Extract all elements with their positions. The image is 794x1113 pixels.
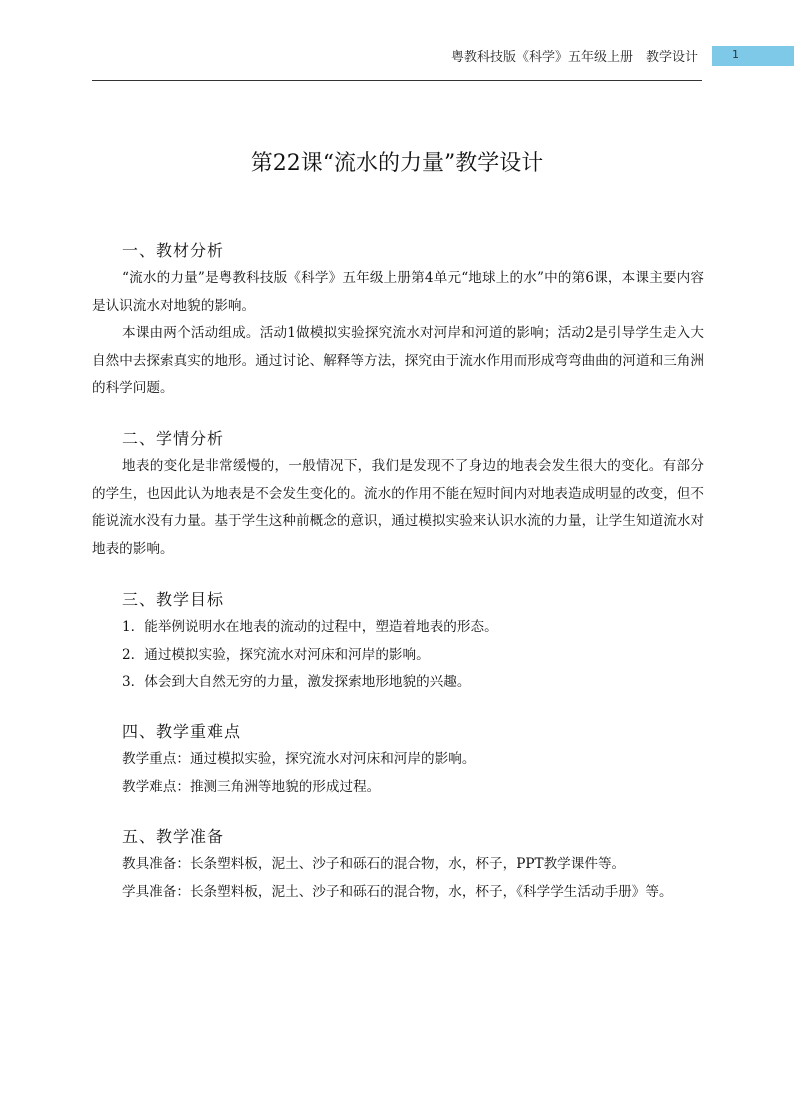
section-textbook-analysis [92,238,704,403]
section-key-difficult-points [92,719,704,801]
section-heading: 二、学情分析 [122,429,225,448]
paragraph: 学具准备：长条塑料板，泥土、沙子和砾石的混合物，水，杯子，《科学学生活动手册》等。 [122,883,673,900]
document-title: 第22课“流水的力量”教学设计 [250,151,544,176]
section-teaching-preparation [92,824,704,906]
header-divider [92,80,702,81]
section-teaching-goals [92,587,704,697]
page-number-badge [712,46,794,66]
list-item: 2．通过模拟实验，探究流水对河床和河岸的影响。 [122,646,430,663]
section-heading: 一、教材分析 [122,241,225,260]
list-item: 教学难点：推测三角洲等地貌的形成过程。 [122,778,381,795]
list-item: 1．能举例说明水在地表的流动的过程中，塑造着地表的形态。 [122,619,498,635]
paragraph: 地表的变化是非常缓慢的，一般情况下，我们是发现不了身边的地表会发生很大的变化。有部分的学生，也因此认为地表是不会发生变化的。流水的作用不能在短时间内对地表造成明显的改变，但不能说流水没有力量。基于学生这种前概念的意识，通过模拟实验来认识水流的力量，让学生知道流水对地表的影响。 [92,458,704,557]
list-item: 3．体会到大自然无穷的力量，激发探索地形地貌的兴趣。 [122,674,471,690]
paragraph: “流水的力量”是粤教科技版《科学》五年级上册第4单元“地球上的水”中的第6课，本课主要内容是认识流水对地貌的影响。 [92,270,704,314]
section-heading: 三、教学目标 [122,590,225,609]
paragraph: 教具准备：长条塑料板，泥土、沙子和砾石的混合物，水，杯子，PPT教学课件等。 [122,856,626,872]
section-student-analysis [92,426,704,563]
list-item: 教学重点：通过模拟实验，探究流水对河床和河岸的影响。 [122,751,476,767]
page-number: 1 [732,48,739,61]
section-heading: 四、教学重难点 [122,722,242,741]
paragraph: 本课由两个活动组成。活动1做模拟实验探究流水对河岸和河道的影响；活动2是引导学生走入大自然中去探索真实的地形。通过讨论、解释等方法，探究由于流水作用而形成弯弯曲曲的河道和三角洲的科学问题。 [92,325,704,396]
section-heading: 五、教学准备 [122,827,225,846]
header-text: 粤教科技版《科学》五年级上册 教学设计 [450,50,698,65]
